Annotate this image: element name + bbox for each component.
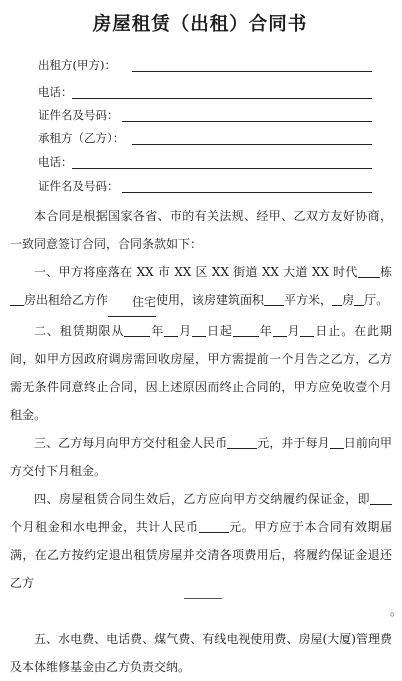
lessee-phone-blank-line (72, 168, 372, 169)
intro-paragraph: 本合同是根据国家各省、市的有关法规、经甲、乙双方友好协商，一致同意签订合同，合同条款如下： (10, 209, 392, 251)
contract-body (10, 202, 402, 681)
area-blank (264, 292, 284, 306)
clause-4: 四、房屋租赁合同生效后，乙方应向甲方交纳履约保证金，即个月租金和水电押金，共计人民币 元。甲方应于本合同有效期届满，在乙方按约定退出租赁房屋并交清各项费用后，将履约保证金退还乙方 。 (10, 492, 402, 618)
start-year-blank (124, 323, 150, 337)
rent-amount-blank (227, 435, 257, 449)
use-purpose-value: 住宅 (108, 288, 156, 317)
building-number-blank (358, 264, 380, 278)
lessor-id-label: 证件名及号码： (38, 108, 119, 122)
start-month-blank (164, 323, 178, 337)
end-year-blank (233, 323, 259, 337)
cut-off-text-fragment (184, 598, 222, 604)
end-day-blank (300, 323, 314, 337)
rooms-blank (332, 292, 342, 306)
lessor-phone-label: 电话： (38, 85, 73, 99)
lessee-blank-line (132, 144, 372, 145)
lessor-label: 出租方(甲方)： (38, 58, 116, 72)
halls-blank (354, 292, 364, 306)
document-title: 房屋租赁（出租）合同书 (92, 14, 308, 35)
lessor-blank-line (132, 71, 372, 72)
lessee-id-label: 证件名及号码： (38, 179, 119, 193)
lessor-phone-blank-line (72, 98, 372, 99)
lessee-id-blank-line (122, 192, 372, 193)
lessee-label: 承租方（乙方）： (38, 131, 125, 145)
deposit-amount-blank (199, 519, 229, 533)
room-number-blank (10, 292, 24, 306)
clause-1: 一、甲方将座落在 XX 市 XX 区 XX 街道 XX 大道 XX 时代 栋房出租给乙方作 住宅使用，该房建筑面积 平方米， 房 厅。 (10, 258, 392, 317)
clause-5: 五、水电费、电话费、煤气费、有线电视使用费、房屋(大厦)管理费及本体维修基金由乙方负责交纳。 (10, 632, 392, 674)
lessor-id-blank-line (122, 121, 372, 122)
end-month-blank (273, 323, 287, 337)
clause-3: 三、乙方每月向甲方交付租金人民币 元，并于每月 日前向甲方交付下月租金。 (10, 436, 392, 478)
start-day-blank (192, 323, 206, 337)
payment-day-blank (330, 435, 344, 449)
lessee-phone-label: 电话： (38, 155, 73, 169)
clause-2: 二、租赁期限从 年 月 日起 年 月 日止。在此期间，如甲方因政府调房需回收房屋，甲方需提前一个月告之乙方，乙方需无条件同意终止合同，因上述原因而终止合同的，甲方应免收壹个月租金。 (10, 324, 392, 422)
deposit-months-blank (370, 491, 392, 505)
